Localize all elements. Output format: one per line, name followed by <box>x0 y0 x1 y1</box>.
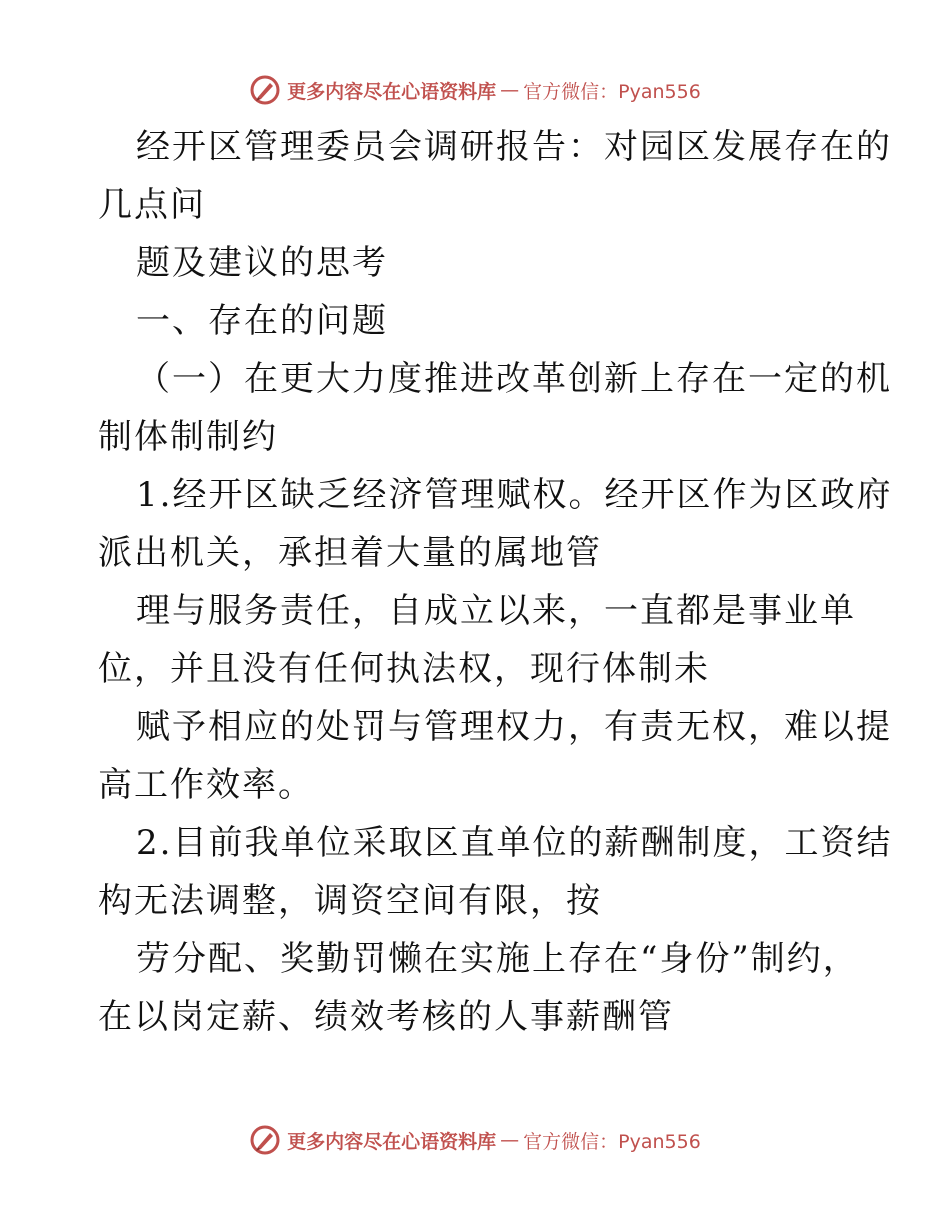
paragraph-line: 理与服务责任，自成立以来，一直都是事业单 <box>136 591 856 631</box>
header-watermark <box>0 70 950 110</box>
paragraph-line: 派出机关，承担着大量的属地管 <box>98 533 602 573</box>
watermark-dash: — <box>500 79 520 101</box>
paragraph-line: 劳分配、奖勤罚懒在实施上存在“身份”制约， <box>136 939 859 979</box>
paragraph <box>98 234 858 292</box>
paragraph-line: 在以岗定薪、绩效考核的人事薪酬管 <box>98 997 674 1037</box>
watermark-brand: 更多内容尽在心语资料库 <box>287 1130 497 1153</box>
section-heading <box>98 292 858 350</box>
paragraph-line: （一）在更大力度推进改革创新上存在一定的机 <box>136 359 892 399</box>
pen-circle-logo-icon <box>249 1124 281 1156</box>
paragraph-line: 高工作效率。 <box>98 765 314 805</box>
paragraph-line: 位，并且没有任何执法权，现行体制未 <box>98 649 710 689</box>
pen-circle-logo-icon <box>249 74 281 106</box>
paragraph <box>98 814 893 930</box>
paragraph-line: 一、存在的问题 <box>136 301 388 341</box>
paragraph <box>98 698 892 814</box>
subsection-heading <box>98 350 892 466</box>
paragraph-line: 制体制制约 <box>98 417 278 457</box>
paragraph-line: 赋予相应的处罚与管理权力，有责无权，难以提 <box>136 707 892 747</box>
watermark-wechat: 官方微信：Pyan556 <box>523 1130 701 1153</box>
document-body <box>98 118 893 1046</box>
paragraph-line: 2.目前我单位采取区直单位的薪酬制度，工资结 <box>136 823 893 863</box>
paragraph-line: 1.经开区缺乏经济管理赋权。经开区作为区政府 <box>136 475 893 515</box>
paragraph <box>98 466 893 582</box>
paragraph-line: 经开区管理委员会调研报告：对园区发展存在的 <box>136 127 892 167</box>
watermark-brand: 更多内容尽在心语资料库 <box>287 80 497 103</box>
paragraph <box>98 930 858 1046</box>
watermark-dash: — <box>500 1129 520 1151</box>
paragraph-line: 几点问 <box>98 185 206 225</box>
paragraph-line: 构无法调整，调资空间有限，按 <box>98 881 602 921</box>
footer-watermark <box>0 1120 950 1160</box>
watermark-wechat: 官方微信：Pyan556 <box>523 80 701 103</box>
paragraph-line: 题及建议的思考 <box>136 243 388 283</box>
paragraph <box>98 582 858 698</box>
paragraph <box>98 118 892 234</box>
